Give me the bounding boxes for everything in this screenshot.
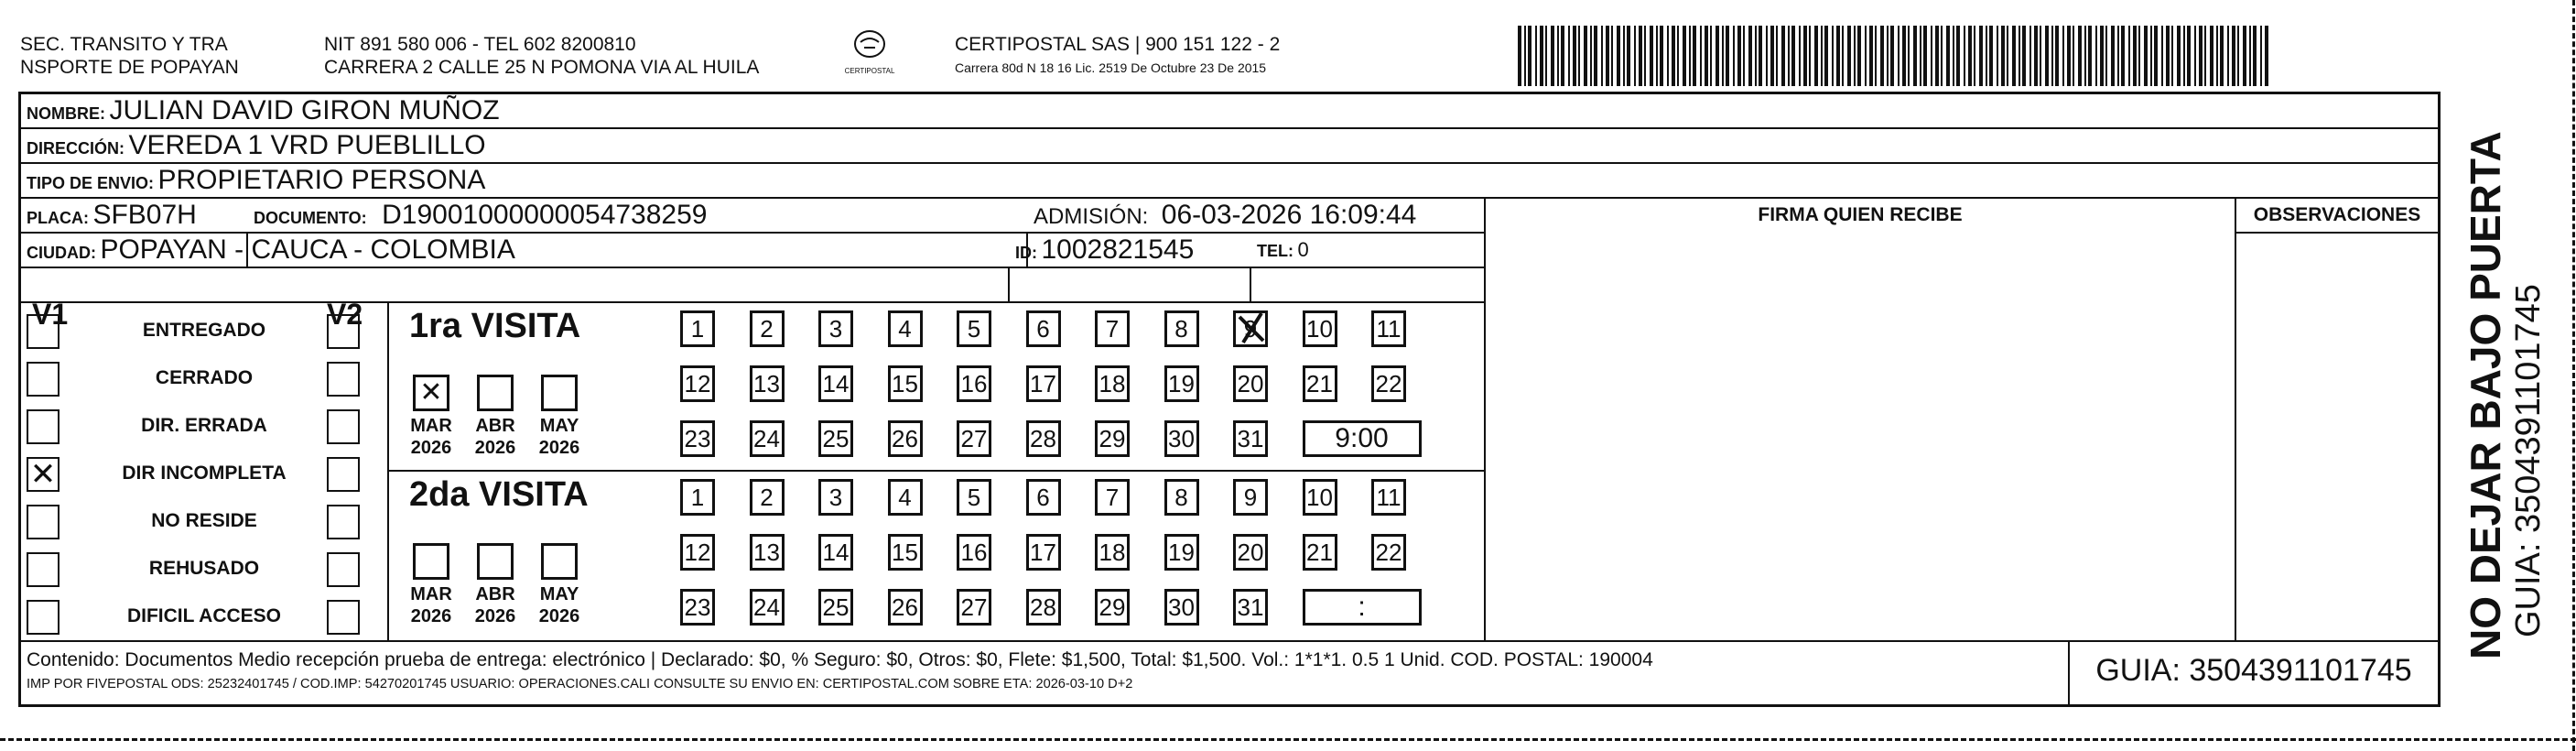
v1-checkbox[interactable]	[27, 505, 60, 539]
imp-line: IMP POR FIVEPOSTAL ODS: 25232401745 / COD.IMP: 54270201745 USUARIO: OPERACIONES.CALI CONSULTE SU ENVIO EN: CERTIPOSTAL.COM SOBRE ETA: 2026-03-10 D+2	[27, 677, 1133, 691]
day-box[interactable]: 22	[1371, 534, 1406, 571]
nit-line: NIT 891 580 006 - TEL 602 8200810	[324, 34, 636, 55]
v1-checkbox[interactable]	[27, 362, 60, 397]
status-label: DIFICIL ACCESO	[126, 605, 281, 626]
admision-value: 06-03-2026 16:09:44	[1161, 200, 1417, 230]
tel-label: TEL:	[1257, 242, 1293, 260]
day-box[interactable]: 19	[1164, 534, 1199, 571]
day-box[interactable]: 13	[750, 534, 785, 571]
month-label: MAR 2026	[410, 584, 452, 626]
v2-checkbox[interactable]	[327, 600, 360, 635]
delivery-form	[18, 92, 2441, 707]
side-text	[2461, 110, 2547, 659]
id-field	[1015, 234, 1194, 270]
status-label: CERRADO	[155, 367, 254, 388]
day-box[interactable]: 30	[1164, 420, 1199, 457]
day-box[interactable]: 10	[1303, 479, 1337, 516]
v1-checkbox[interactable]	[27, 552, 60, 587]
day-box[interactable]: 25	[818, 420, 853, 457]
visit-time[interactable]: 9:00	[1303, 420, 1422, 457]
admision-label: ADMISIÓN:	[1034, 204, 1149, 229]
placa-label: PLACA:	[27, 209, 89, 227]
nombre-value: JULIAN DAVID GIRON MUÑOZ	[109, 95, 500, 125]
v1-checkbox[interactable]	[27, 314, 60, 349]
day-box[interactable]: 14	[818, 365, 853, 402]
day-box[interactable]: 24	[750, 420, 785, 457]
month-label: ABR 2026	[474, 416, 516, 458]
logo-text: CERTIPOSTAL	[844, 67, 895, 75]
day-box[interactable]: 7	[1095, 310, 1130, 347]
month-checkbox[interactable]	[477, 543, 514, 580]
v2-checkbox[interactable]	[327, 457, 360, 492]
day-box[interactable]: 5	[957, 479, 991, 516]
direccion-label: DIRECCIÓN:	[27, 139, 124, 158]
placa-field	[27, 200, 197, 235]
day-box[interactable]: 4	[888, 479, 923, 516]
day-box[interactable]: 2	[750, 310, 785, 347]
day-checkmark-icon	[1234, 310, 1271, 346]
visit-title: 1ra VISITA	[409, 307, 581, 345]
certipostal-logo	[838, 29, 902, 86]
day-box[interactable]: 3	[818, 479, 853, 516]
day-box[interactable]: 8	[1164, 479, 1199, 516]
day-box[interactable]: 13	[750, 365, 785, 402]
day-box[interactable]: 26	[888, 420, 923, 457]
month-checkbox[interactable]: ✕	[413, 375, 449, 411]
contenido-line: Contenido: Documentos Medio recepción prueba de entrega: electrónico | Declarado: $0, % Seguro: $0, Otros: $0, Flete: $1,500, Total: $1,500. Vol.: 1*1*1. 0.5 1 Unid. COD. POSTAL: 190004	[27, 649, 1653, 670]
day-box[interactable]: 11	[1371, 310, 1406, 347]
status-label: NO RESIDE	[151, 510, 257, 531]
v2-checkbox[interactable]	[327, 314, 360, 349]
day-box[interactable]: 30	[1164, 589, 1199, 626]
month-label: ABR 2026	[474, 584, 516, 626]
day-box[interactable]: 6	[1026, 310, 1061, 347]
status-label: DIR INCOMPLETA	[122, 463, 287, 484]
day-box[interactable]: 15	[888, 365, 923, 402]
v2-checkbox[interactable]	[327, 552, 360, 587]
status-label: DIR. ERRADA	[141, 415, 267, 436]
v1-checkbox[interactable]	[27, 409, 60, 444]
day-box[interactable]: 1	[680, 310, 715, 347]
day-box[interactable]: 19	[1164, 365, 1199, 402]
day-box[interactable]: 28	[1026, 420, 1061, 457]
tel-field	[1257, 234, 1309, 268]
cut-line	[0, 738, 2576, 741]
v2-checkbox[interactable]	[327, 505, 360, 539]
footer-guia: GUIA: 3504391101745	[2095, 653, 2412, 688]
day-box[interactable]: 8	[1164, 310, 1199, 347]
day-box[interactable]: 27	[957, 589, 991, 626]
day-box[interactable]: 22	[1371, 365, 1406, 402]
direccion-value: VEREDA 1 VRD PUEBLILLO	[128, 130, 486, 160]
org-line-1: SEC. TRANSITO Y TRA	[20, 34, 228, 55]
day-box[interactable]: 31	[1233, 589, 1268, 626]
month-checkbox[interactable]	[541, 375, 578, 411]
placa-value: SFB07H	[92, 200, 197, 230]
day-box[interactable]: 31	[1233, 420, 1268, 457]
v1-checkbox[interactable]: ✕	[27, 457, 60, 492]
day-box[interactable]: 18	[1095, 365, 1130, 402]
side-guia: GUIA: 3504391101745	[2509, 284, 2548, 637]
tipo-envio-value: PROPIETARIO PERSONA	[157, 165, 486, 195]
ciudad-value: POPAYAN - CAUCA - COLOMBIA	[100, 234, 515, 265]
admision-field	[1034, 200, 1416, 235]
day-box[interactable]: 17	[1026, 534, 1061, 571]
documento-field	[254, 200, 707, 235]
org-line-2: NSPORTE DE POPAYAN	[20, 57, 239, 78]
status-label: REHUSADO	[148, 558, 260, 579]
day-box[interactable]: 16	[957, 365, 991, 402]
nombre-label: NOMBRE:	[27, 104, 105, 123]
day-box[interactable]: 9	[1233, 479, 1268, 516]
v2-checkbox[interactable]	[327, 409, 360, 444]
day-box[interactable]: 14	[818, 534, 853, 571]
v1-checkbox[interactable]	[27, 600, 60, 635]
day-box[interactable]: 3	[818, 310, 853, 347]
day-box[interactable]: 20	[1233, 534, 1268, 571]
v1-header: V1	[32, 298, 69, 331]
visit-time[interactable]: :	[1303, 589, 1422, 626]
day-box[interactable]: 4	[888, 310, 923, 347]
address-line: CARRERA 2 CALLE 25 N POMONA VIA AL HUILA	[324, 57, 760, 78]
tipo-envio-field	[27, 165, 485, 201]
day-box[interactable]: 21	[1303, 534, 1337, 571]
day-box[interactable]: 10	[1303, 310, 1337, 347]
day-box[interactable]: 18	[1095, 534, 1130, 571]
day-box[interactable]: 28	[1026, 589, 1061, 626]
observaciones-header: OBSERVACIONES	[2253, 204, 2421, 225]
day-box[interactable]: 9	[1233, 310, 1268, 347]
day-box[interactable]: 24	[750, 589, 785, 626]
day-box[interactable]: 23	[680, 589, 715, 626]
id-value: 1002821545	[1041, 234, 1195, 265]
day-box[interactable]: 12	[680, 365, 715, 402]
company-line: CERTIPOSTAL SAS | 900 151 122 - 2	[955, 34, 1281, 55]
day-box[interactable]: 6	[1026, 479, 1061, 516]
day-box[interactable]: 17	[1026, 365, 1061, 402]
org-contact	[324, 33, 759, 79]
day-box[interactable]: 7	[1095, 479, 1130, 516]
day-box[interactable]: 1	[680, 479, 715, 516]
documento-label: DOCUMENTO:	[254, 209, 367, 227]
month-checkbox[interactable]	[541, 543, 578, 580]
day-box[interactable]: 25	[818, 589, 853, 626]
no-dejar-bajo-puerta: NO DEJAR BAJO PUERTA	[2462, 131, 2509, 659]
org-name	[20, 33, 239, 79]
direccion-field	[27, 130, 486, 166]
firma-header: FIRMA QUIEN RECIBE	[1758, 204, 1963, 225]
month-label: MAY 2026	[538, 416, 580, 458]
ciudad-label: CIUDAD:	[27, 244, 96, 262]
day-box[interactable]: 5	[957, 310, 991, 347]
status-label: ENTREGADO	[142, 320, 266, 341]
day-box[interactable]: 29	[1095, 420, 1130, 457]
day-box[interactable]: 16	[957, 534, 991, 571]
v2-header: V2	[327, 298, 363, 331]
day-box[interactable]: 23	[680, 420, 715, 457]
day-box[interactable]: 29	[1095, 589, 1130, 626]
tipo-envio-label: TIPO DE ENVIO:	[27, 174, 155, 192]
day-box[interactable]: 26	[888, 589, 923, 626]
license-line: Carrera 80d N 18 16 Lic. 2519 De Octubre 23 De 2015	[955, 60, 1267, 75]
id-label: ID:	[1015, 244, 1037, 262]
documento-value: D19001000000054738259	[382, 200, 708, 230]
day-box[interactable]: 15	[888, 534, 923, 571]
postal-logo-icon	[851, 29, 888, 62]
barcode	[1518, 26, 2272, 86]
day-box[interactable]: 11	[1371, 479, 1406, 516]
day-box[interactable]: 12	[680, 534, 715, 571]
month-checkbox[interactable]	[477, 375, 514, 411]
nombre-field	[27, 95, 500, 131]
month-label: MAR 2026	[410, 416, 452, 458]
right-edge	[2572, 0, 2575, 751]
day-box[interactable]: 27	[957, 420, 991, 457]
month-checkbox[interactable]	[413, 543, 449, 580]
day-box[interactable]: 20	[1233, 365, 1268, 402]
ciudad-field	[27, 234, 515, 270]
tel-value: 0	[1297, 238, 1309, 261]
visit-title: 2da VISITA	[409, 475, 589, 514]
day-box[interactable]: 2	[750, 479, 785, 516]
month-label: MAY 2026	[538, 584, 580, 626]
v2-checkbox[interactable]	[327, 362, 360, 397]
day-box[interactable]: 21	[1303, 365, 1337, 402]
